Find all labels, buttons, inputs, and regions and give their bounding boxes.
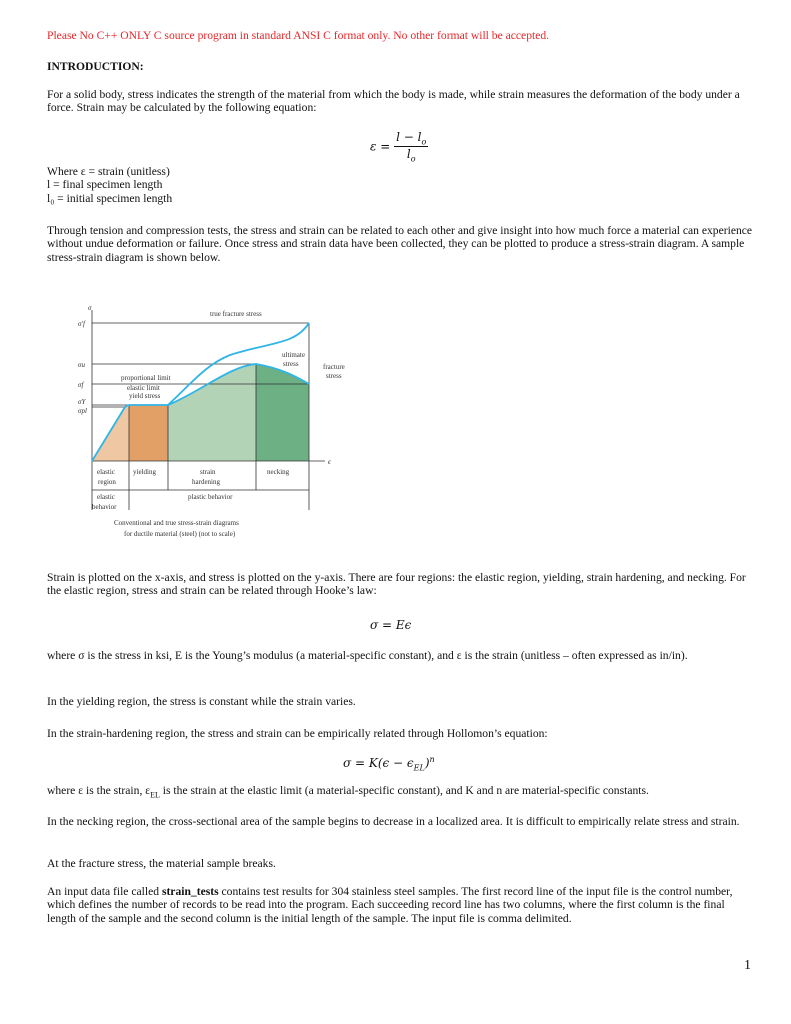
numerator: l − l xyxy=(396,130,422,144)
hollomon-sub: EL xyxy=(413,763,425,773)
input-text-1: An input data file called xyxy=(47,885,162,898)
numerator-sub: o xyxy=(421,137,427,147)
hardening-region-fill xyxy=(168,364,256,461)
equation-lhs: ε = xyxy=(370,139,391,154)
hollomon-main: σ = K(ϵ − ϵ xyxy=(343,756,414,770)
hooke-equation: σ = Eϵ xyxy=(370,618,412,632)
hooke-paragraph: where σ is the stress in ksi, E is the Young’s modulus (a material-specific constant), and ε is the strain (unitless – often expressed as in/in). xyxy=(47,649,688,662)
label-ultimate-2: stress xyxy=(283,360,299,368)
section-heading: INTRODUCTION: xyxy=(47,60,144,73)
format-notice: Please No C++ ONLY C source program in standard ANSI C format only. No other format will be accepted. xyxy=(47,29,550,42)
definition-final-length: l = final specimen length xyxy=(47,178,163,192)
x-axis-label: ϵ xyxy=(328,458,331,466)
y-label-yield: σY xyxy=(78,398,86,406)
page-number: 1 xyxy=(744,958,751,973)
y-label-ultimate: σu xyxy=(78,361,85,369)
y-label-fracture: σf xyxy=(78,381,84,389)
tests-paragraph: Through tension and compression tests, the stress and strain can be related to each other and give insight into how much force a material can experience without undue deformation or failure. Once stress and strain data have been collected, they can be plotted to produce a stress-strain diagram. A sample stress-strain diagram is shown below. xyxy=(47,224,753,264)
region-necking: necking xyxy=(267,468,290,476)
region-yielding: yielding xyxy=(133,468,156,476)
yielding-paragraph: In the yielding region, the stress is constant while the strain varies. xyxy=(47,695,356,708)
stress-strain-diagram xyxy=(60,300,380,545)
label-fracture: fracture xyxy=(323,363,345,371)
equation-fraction xyxy=(394,130,428,164)
necking-paragraph: In the necking region, the cross-sectional area of the sample begins to decrease in a localized area. It is difficult to empirically relate stress and strain. xyxy=(47,815,740,828)
label-proportional-limit: proportional limit xyxy=(121,374,171,382)
hollomon-text-1: where ε is the strain, ε xyxy=(47,784,151,797)
region-strain: strain xyxy=(200,468,216,476)
behavior-plastic: plastic behavior xyxy=(188,493,233,501)
behavior-elastic: elastic xyxy=(97,493,115,501)
hollomon-text-2: is the strain at the elastic limit (a material-specific constant), and K and n are material-specific constants. xyxy=(159,784,649,797)
definition-strain: Where ε = strain (unitless) xyxy=(47,165,170,178)
y-axis-label: σ xyxy=(88,304,92,312)
region-elastic-2: region xyxy=(98,478,116,486)
necking-region-fill xyxy=(256,364,309,461)
hollomon-equation xyxy=(343,755,435,772)
region-hardening: hardening xyxy=(192,478,220,486)
intro-paragraph: For a solid body, stress indicates the strength of the material from which the body is made, while strain measures the deformation of the body under a force. Strain may be calculated by the following equation: xyxy=(47,88,740,115)
denominator-sub: o xyxy=(410,154,416,164)
input-text-2: contains test results for 304 stainless steel samples. The first record line of the input file is the control number, which defines the number of records to be read into the program. Each succeeding record line has two columns, where the first column is the final length of the sample and the second column is the initial length of the sample. The input file is comma delimited. xyxy=(47,885,733,925)
label-elastic-limit: elastic limit xyxy=(127,384,160,392)
hollomon-close: ) xyxy=(424,756,430,770)
hollomon-text-sub: EL xyxy=(150,790,160,800)
label-ultimate: ultimate xyxy=(282,351,305,359)
hardening-paragraph: In the strain-hardening region, the stress and strain can be empirically related through Hollomon’s equation: xyxy=(47,727,548,740)
input-filename: strain_tests xyxy=(161,885,219,898)
caption-line-2: for ductile material (steel) (not to scale) xyxy=(124,530,236,538)
fracture-paragraph: At the fracture stress, the material sample breaks. xyxy=(47,857,276,870)
axes-paragraph: Strain is plotted on the x-axis, and stress is plotted on the y-axis. There are four regions: the elastic region, yielding, strain hardening, and necking. For the elastic region, stress and strain can be related through Hooke’s law: xyxy=(47,571,746,598)
strain-equation xyxy=(370,130,428,164)
caption-line-1: Conventional and true stress-strain diagrams xyxy=(114,519,239,527)
definition-initial-length: l₀ = initial specimen length xyxy=(47,191,173,205)
denominator: l xyxy=(406,147,411,162)
label-fracture-2: stress xyxy=(326,372,342,380)
hollomon-paragraph xyxy=(47,784,755,802)
label-yield-stress: yield stress xyxy=(129,392,161,400)
behavior-elastic-2: behavior xyxy=(92,503,117,511)
region-elastic: elastic xyxy=(97,468,115,476)
hollomon-exponent: n xyxy=(429,755,435,764)
label-true-fracture: true fracture stress xyxy=(210,310,262,318)
definitions xyxy=(47,165,755,205)
y-label-proportional: σpl xyxy=(78,407,87,415)
y-label-true-fracture: σ′f xyxy=(78,320,85,328)
yielding-region-fill xyxy=(129,405,168,461)
input-paragraph xyxy=(47,885,755,925)
